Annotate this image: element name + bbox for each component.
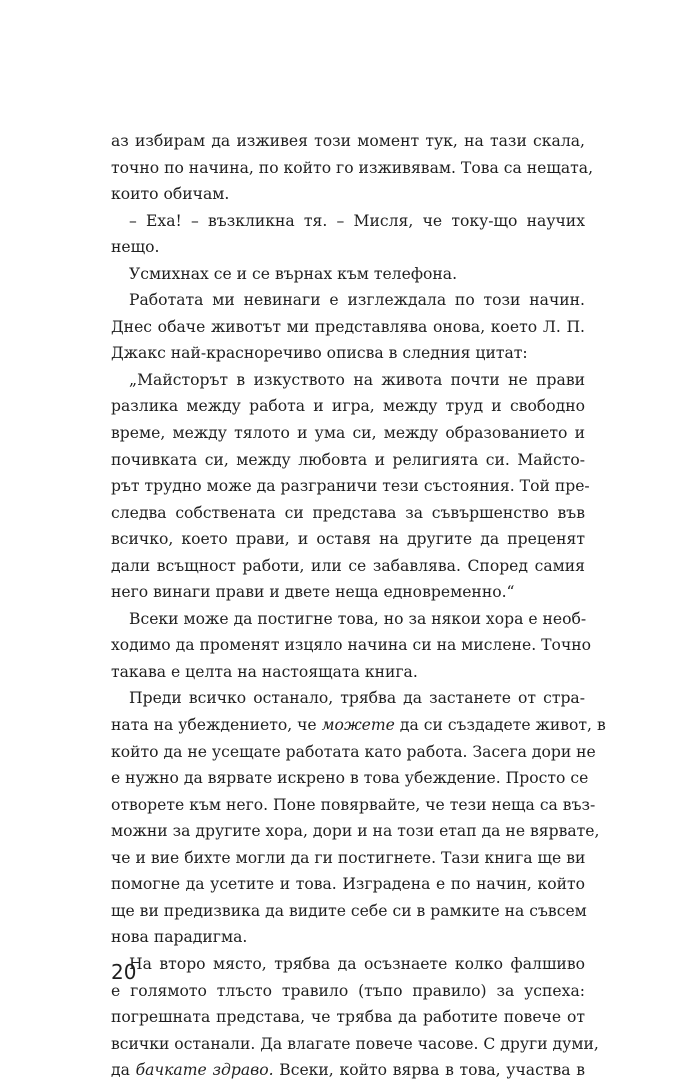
text-line: нова парадигма. [111, 928, 248, 947]
text-line: ще ви предизвика да видите себе си в рамките на съвсем [111, 901, 587, 920]
text-line: Преди всичко останало, трябва да застанете от стра- [129, 689, 585, 708]
text-line: Днес обаче животът ми представлява онова, което Л. П. [111, 317, 585, 336]
text-line: можни за другите хора, дори и на този етап да не вярвате, [111, 822, 600, 841]
text-line: На второ място, трябва да осъзнаете колко фалшиво [129, 954, 585, 973]
text-line: Всеки може да постигне това, но за някои хора е необ- [129, 609, 587, 628]
text-line [111, 1057, 585, 1084]
text-line: който да не усещате работата като работа. Засега дори не [111, 742, 596, 761]
text-line: всичко, което прави, и оставя на другите да преценят [111, 530, 585, 549]
text-line: „Майсторът в изкуството на живота почти не прави [129, 370, 585, 389]
text-segment: да [111, 1061, 136, 1080]
text-line: всички останали. Да влагате повече часове. С други думи, [111, 1034, 599, 1053]
text-line: дали всъщност работи, или се забавлява. Според самия [111, 556, 585, 575]
text-line: Усмихнах се и се върнах към телефона. [129, 264, 458, 283]
text-line: него винаги прави и двете неща едновременно.“ [111, 583, 515, 602]
text-line: е голямото тлъсто травило (тъпо правило) за успеха: [111, 981, 585, 1000]
text-line: рът трудно може да разграничи тези състояния. Той пре- [111, 477, 590, 496]
text-line: точно по начина, по който го изживявам. Това са нещата, [111, 158, 594, 177]
text-segment: ната на убеждението, че [111, 716, 322, 735]
text-line: отворете към него. Поне повярвайте, че тези неща са въз- [111, 795, 596, 814]
text-line: Джакс най-красноречиво описва в следния цитат: [111, 344, 528, 363]
text-line: нещо. [111, 238, 160, 257]
text-line: такава е целта на настоящата книга. [111, 662, 418, 681]
text-line: време, между тялото и ума си, между образованието и [111, 424, 585, 443]
emphasis-text: можете [321, 716, 395, 735]
text-line [111, 712, 606, 739]
text-segment: Всеки, който вярва в това, участва в [273, 1061, 586, 1080]
text-line: е нужно да вярвате искрено в това убеждение. Просто се [111, 769, 589, 788]
text-segment: да си създадете живот, в [394, 716, 606, 735]
text-line: разлика между работа и игра, между труд и свободно [111, 397, 585, 416]
text-line: Работата ми невинаги е изглеждала по този начин. [129, 291, 585, 310]
emphasis-text: бачкате здраво. [135, 1061, 274, 1080]
text-line: че и вие бихте могли да ги постигнете. Тази книга ще ви [111, 848, 586, 867]
text-line: почивката си, между любовта и религията си. Майсто- [111, 450, 585, 469]
text-line: погрешната представа, че трябва да работите повече от [111, 1008, 585, 1027]
text-line: аз избирам да изживея този момент тук, на тази скала, [111, 132, 585, 150]
text-line: ходимо да променят изцяло начина си на мислене. Точно [111, 636, 592, 655]
text-line: – Еха! – възкликна тя. – Мисля, че току-що научих [129, 211, 585, 230]
text-line: помогне да усетите и това. Изградена е по начин, който [111, 875, 585, 894]
body-text [111, 128, 606, 1084]
text-line: следва собствената си представа за съвършенство във [111, 503, 585, 522]
text-line: които обичам. [111, 185, 230, 204]
page-number: 20 [111, 960, 137, 984]
